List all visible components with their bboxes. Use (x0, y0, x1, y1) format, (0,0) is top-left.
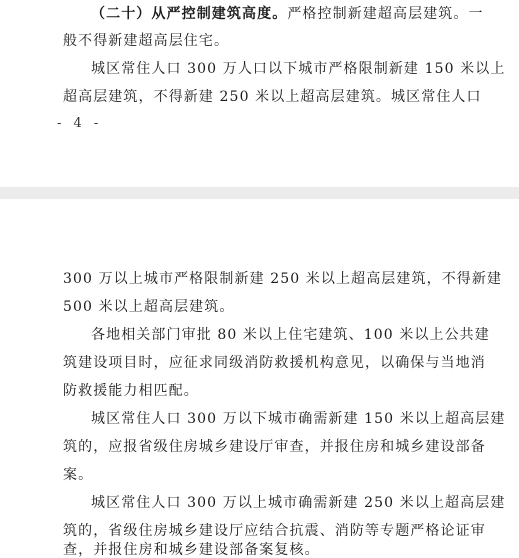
paragraph-line: 案。 (63, 467, 94, 483)
paragraph-line: 各地相关部门审批 80 米以上住宅建筑、100 米以上公共建 (91, 327, 490, 343)
paragraph-line: 筑的，应报省级住房城乡建设厅审查，并报住房和城乡建设部备 (63, 439, 486, 455)
page-separator (0, 187, 519, 199)
document-page-top (0, 0, 519, 187)
paragraph-line: 防救援能力相匹配。 (63, 383, 199, 399)
paragraph-line: 城区常住人口 300 万人口以下城市严格限制新建 150 米以上 (91, 61, 506, 77)
paragraph-line: 城区常住人口 300 万以下城市确需新建 150 米以上超高层建 (91, 411, 506, 427)
item-20-heading: （二十）从严控制建筑高度。 (91, 6, 288, 22)
document-page-bottom (0, 199, 519, 558)
item-20-line-2: 般不得新建超高层住宅。 (63, 33, 230, 49)
paragraph-line: 筑建设项目时，应征求同级消防救援机构意见，以确保与当地消 (63, 355, 486, 371)
paragraph-line: 查，并报住房和城乡建设部备案复核。 (63, 542, 320, 558)
paragraph-line: 300 万以上城市严格限制新建 250 米以上超高层建筑，不得新建 (63, 271, 503, 287)
paragraph-line: 500 米以上超高层建筑。 (63, 299, 235, 315)
paragraph-line: 超高层建筑，不得新建 250 米以上超高层建筑。城区常住人口 (63, 89, 482, 105)
item-20-line-1 (91, 4, 484, 24)
paragraph-line: 城区常住人口 300 万以上城市确需新建 250 米以上超高层建 (91, 495, 506, 511)
page-number: - 4 - (57, 116, 103, 131)
paragraph-line: 筑的，省级住房城乡建设厅应结合抗震、消防等专题严格论证审 (63, 523, 486, 539)
item-20-text: 严格控制新建超高层建筑。一 (287, 6, 484, 22)
